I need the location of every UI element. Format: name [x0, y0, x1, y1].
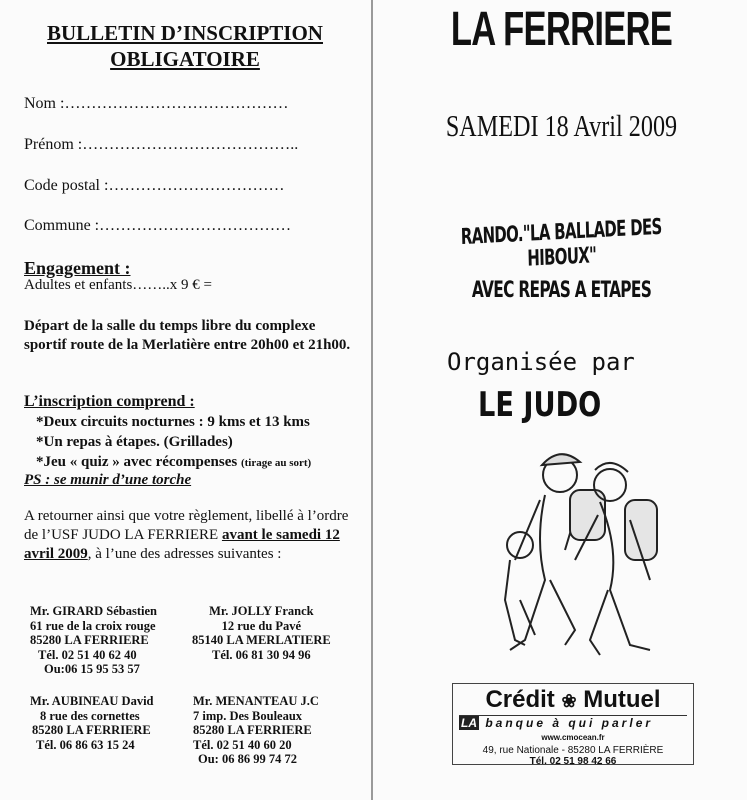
page-fold — [371, 0, 373, 800]
address-jolly: Mr. JOLLY Franck 12 rue du Pavé 85140 LA MERLATIERE Tél. 06 81 30 94 96 — [192, 604, 331, 662]
code-postal-field[interactable]: Code postal :…………………………… — [24, 177, 285, 194]
depart-text: Départ de la salle du temps libre du complexe sportif route de la Merlatière entre 20h00 et 21h00. — [24, 318, 351, 353]
nom-field[interactable]: Nom :…………………………………… — [24, 95, 289, 112]
sponsor-logo: Crédit ❀ Mutuel — [485, 686, 661, 713]
sponsor-box: Crédit ❀ Mutuel LA banque à qui parler www.cmocean.fr 49, rue Nationale - 85280 LA FERRIÈRE Tél. 02 51 98 42 66 — [452, 683, 694, 765]
address-menanteau: Mr. MENANTEAU J.C 7 imp. Des Bouleaux 85280 LA FERRIERE Tél. 02 51 40 60 20 Ou: 06 86 99 74 72 — [193, 694, 319, 766]
address-girard: Mr. GIRARD Sébastien 61 rue de la croix rouge 85280 LA FERRIERE Tél. 02 51 40 62 40 Ou:06 15 95 53 57 — [30, 604, 157, 676]
item-quiz: *Jeu « quiz » avec récompenses (tirage au sort) — [36, 454, 312, 470]
hikers-illustration — [480, 440, 670, 670]
sponsor-address: 49, rue Nationale - 85280 LA FERRIÈRE — [482, 745, 664, 756]
sponsor-logo-icon: ❀ — [561, 691, 577, 711]
sponsor-phone: Tél. 02 51 98 42 66 — [529, 756, 617, 767]
retour-text: A retourner ainsi que votre règlement, libellé à l’ordre de l’USF JUDO LA FERRIERE avant le samedi 12 avril 2009, à l’une des adresses suivantes : — [24, 508, 349, 562]
item-repas: *Un repas à étapes. (Grillades) — [36, 434, 233, 450]
engagement-heading: Engagement : — [24, 258, 131, 278]
organised-by: Organisée par — [447, 348, 635, 376]
commune-field[interactable]: Commune :……………………………… — [24, 217, 292, 234]
town-title: LA FERRIERE — [450, 3, 673, 56]
prenom-field[interactable]: Prénom :………………………………….. — [24, 136, 299, 153]
organiser: LE JUDO — [478, 385, 602, 425]
child-head — [507, 532, 533, 558]
rando-title: RANDO."LA BALLADE DES HIBOUX" — [460, 214, 662, 272]
inscription-heading: L’inscription comprend : — [24, 393, 195, 410]
sponsor-url[interactable]: www.cmocean.fr — [541, 733, 605, 742]
item-circuits: *Deux circuits nocturnes : 9 kms et 13 kms — [36, 414, 310, 430]
event-date: SAMEDI 18 Avril 2009 — [445, 108, 678, 143]
engagement-line: Adultes et enfants……..x 9 € = — [24, 277, 213, 293]
form-title: BULLETIN D’INSCRIPTION OBLIGATOIRE — [47, 21, 323, 71]
address-aubineau: Mr. AUBINEAU David 8 rue des cornettes 85280 LA FERRIERE Tél. 06 86 63 15 24 — [30, 694, 154, 752]
child-body — [505, 560, 535, 645]
ps-note: PS : se munir d’une torche — [24, 472, 192, 488]
rando-subtitle: AVEC REPAS A ETAPES — [471, 278, 652, 303]
